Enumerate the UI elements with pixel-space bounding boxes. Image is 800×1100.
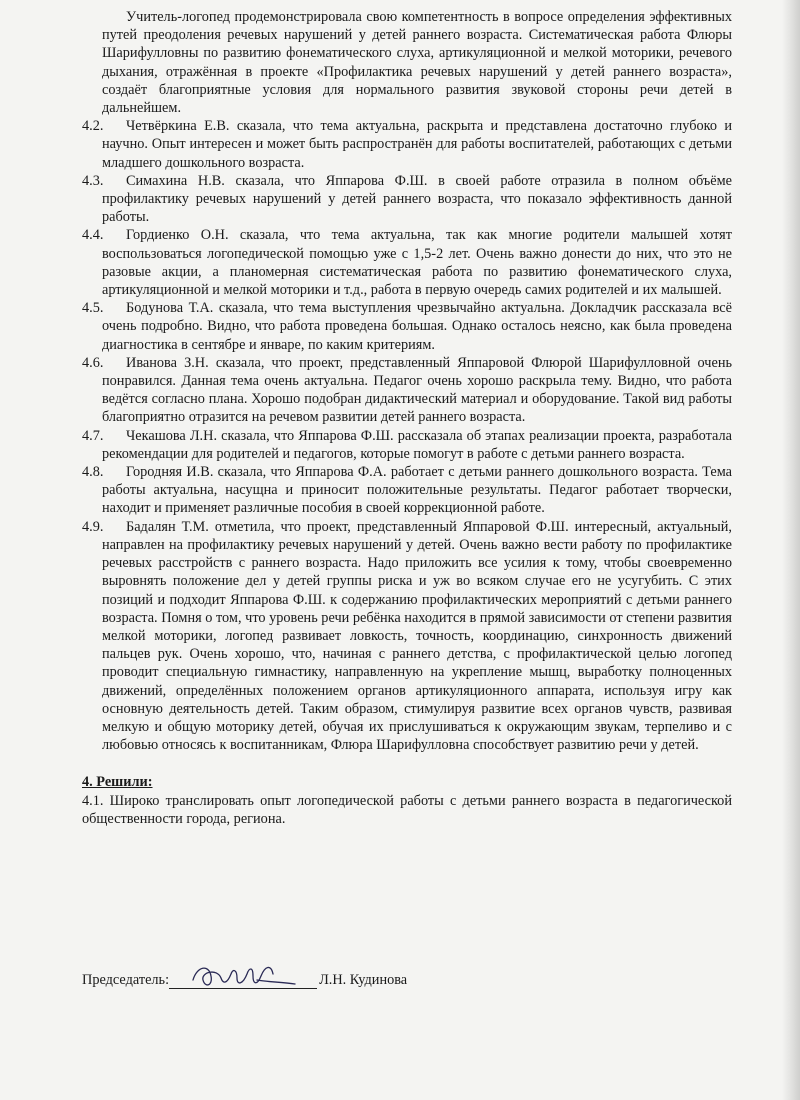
statement-number: 4.8.	[82, 464, 104, 481]
intro-paragraph	[102, 8, 732, 117]
statement-item	[82, 117, 732, 172]
statement-item	[82, 427, 732, 463]
signature-row	[82, 970, 407, 989]
statement-text: Чекашова Л.Н. сказала, что Яппарова Ф.Ш. рассказала об этапах реализации проекта, разработала рекомендации для родителей и педагогов, которые помогут в работе с детьми раннего возраста.	[102, 427, 732, 462]
page-edge-shadow	[782, 0, 800, 1100]
statement-number: 4.9.	[82, 518, 104, 535]
statement-item	[82, 354, 732, 427]
statement-item	[82, 226, 732, 299]
statements-list	[82, 117, 732, 754]
signature-line	[169, 970, 317, 989]
statement-number: 4.3.	[82, 172, 104, 189]
chairman-label: Председатель:	[82, 972, 170, 988]
statement-text: Симахина Н.В. сказала, что Яппарова Ф.Ш. в своей работе отразила в полном объёме профилактику речевых нарушений у детей раннего возраста, что показало эффективность данной работы.	[102, 172, 732, 226]
handwritten-signature	[187, 958, 297, 992]
statement-text: Бодунова Т.А. сказала, что тема выступления чрезвычайно актуальна. Докладчик рассказала всё очень подробно. Видно, что работа проведена большая. Однако осталось неясно, как была проведена диагностика в сентябре и январе, по каким критериям.	[102, 300, 732, 353]
decision-text: 4.1. Широко транслировать опыт логопедической работы с детьми раннего возраста в педагогической общественности города, региона.	[82, 792, 732, 827]
statement-number: 4.4.	[82, 227, 104, 244]
intro-text: Учитель-логопед продемонстрировала свою компетентность в вопросе определения эффективных путей преодоления речевых нарушений у детей раннего возраста. Систематическая работа Флюры Шарифулловны по развитию фонематического слуха, артикуляционной и мелкой моторики, речевого дыхания, отражённая в проекте «Профилактика речевых нарушений у детей раннего возраста», создаёт благоприятные условия для нормального развития звуковой стороны речи детей в дальнейшем.	[102, 9, 732, 117]
statement-number: 4.2.	[82, 118, 104, 135]
statement-text: Иванова З.Н. сказала, что проект, представленный Яппаровой Флюрой Шарифулловной очень понравился. Данная тема очень актуальна. Педагог очень хорошо раскрыла тему. Видно, что работа ведётся согласно плана. Хорошо подобран дидактический материал и оборудование. Такой вид работы благоприятно отразится на речевом развитии детей раннего возраста.	[102, 354, 732, 426]
statement-number: 4.6.	[82, 354, 104, 371]
statement-item	[82, 172, 732, 227]
statement-text: Четвёркина Е.В. сказала, что тема актуальна, раскрыта и представлена достаточно глубоко и научно. Опыт интересен и может быть распространён для работы воспитателей, работающих с детьми младшего дошкольного возраста.	[102, 118, 732, 171]
statement-text: Городняя И.В. сказала, что Яппарова Ф.А. работает с детьми раннего дошкольного возраста. Тема работы актуальна, насущна и приносит положительные результаты. Педагог работает творчески, находит и применяет различные пособия в своей коррекционной работе.	[102, 464, 732, 517]
decision-title: 4. Решили:	[82, 774, 153, 791]
statement-item	[82, 463, 732, 518]
statement-number: 4.7.	[82, 427, 104, 444]
statement-text: Бадалян Т.М. отметила, что проект, представленный Яппаровой Ф.Ш. интересный, актуальный, направлен на профилактику речевых нарушений у детей. Очень важно вести работу по профилактике речевых расстройств с раннего возраста. Надо приложить все усилия к тому, чтобы своевременно выровнять положение дел у детей группы риска и уж во всяком случае его не усугубить. С этих позиций и подходит Яппарова Ф.Ш. к содержанию профилактических мероприятий с детьми раннего возраста. Помня о том, что уровень речи ребёнка находится в прямой зависимости от степени развития мелкой моторики, логопед развивает ловкость, точность, координацию, синхронность движений пальцев рук. Очень хорошо, что, начиная с раннего детства, с профилактической целью логопед проводит специальную гимнастику, направленную на укрепление мышц, выработку полноценных движений, определённых положением органов артикуляционного аппарата, используя игру как основную деятельность детей. Таким образом, стимулируя развитие всех органов чувств, развивая мелкую и общую моторику детей, обучая их прислушиваться к окружающим звукам, терпеливо и с любовью относясь к воспитанникам, Флюра Шарифулловна способствует развитию речи у детей.	[102, 518, 732, 754]
chairman-name: Л.Н. Кудинова	[319, 972, 408, 988]
document-body	[82, 8, 732, 828]
statement-item	[82, 518, 732, 755]
statement-text: Гордиенко О.Н. сказала, что тема актуальна, так как многие родители малышей хотят воспользоваться логопедической помощью уже с 1,5-2 лет. Очень важно донести до них, что это не разовые акции, а планомерная систематическая работа по развитию фонематического слуха, артикуляционной и мелкой моторики и т.д., работа в первую очередь самих родителей и их малышей.	[102, 227, 732, 299]
statement-number: 4.5.	[82, 300, 104, 317]
statement-item	[82, 299, 732, 354]
